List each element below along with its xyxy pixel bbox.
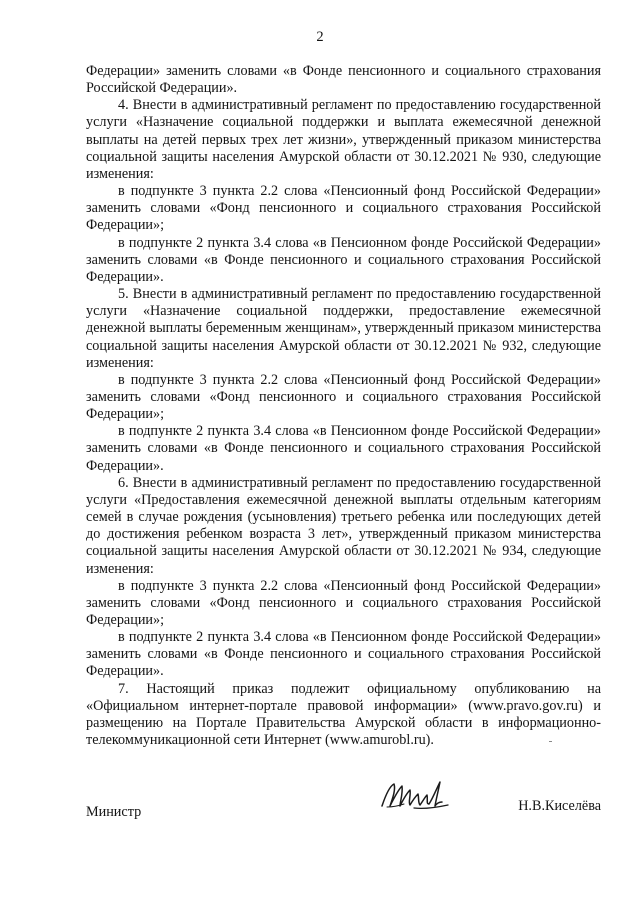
paragraph-item-6-sub-2: в подпункте 2 пункта 3.4 слова «в Пенсионном фонде Российской Федерации» заменить словами «в Фонде пенсионного и социального страхования Российской Федерации». bbox=[86, 629, 601, 680]
paragraph-item-4-sub-2: в подпункте 2 пункта 3.4 слова «в Пенсионном фонде Российской Федерации» заменить словами «в Фонде пенсионного и социального страхования Российской Федерации». bbox=[86, 234, 601, 285]
page-number: 2 bbox=[316, 29, 324, 45]
paragraph-item-5: 5. Внести в административный регламент по предоставлению государственной услуги «Назначение социальной поддержки, предоставление ежемесячной денежной выплаты беременным женщинам», утвержденный приказом министерства социальной защиты населения Амурской области от 30.12.2021 № 932, следующие изменения: bbox=[86, 286, 601, 371]
document-body bbox=[86, 63, 601, 749]
paragraph-continuation: Федерации» заменить словами «в Фонде пенсионного и социального страхования Российской Федерации». bbox=[86, 63, 601, 97]
handwritten-signature-icon bbox=[378, 776, 458, 816]
paragraph-item-4-sub-1: в подпункте 3 пункта 2.2 слова «Пенсионный фонд Российской Федерации» заменить словами «Фонд пенсионного и социального страхования Российской Федерации»; bbox=[86, 183, 601, 234]
paragraph-item-5-sub-2: в подпункте 2 пункта 3.4 слова «в Пенсионном фонде Российской Федерации» заменить словами «в Фонде пенсионного и социального страхования Российской Федерации». bbox=[86, 423, 601, 474]
paragraph-item-5-sub-1: в подпункте 3 пункта 2.2 слова «Пенсионный фонд Российской Федерации» заменить словами «Фонд пенсионного и социального страхования Российской Федерации»; bbox=[86, 371, 601, 423]
signer-position: Министр bbox=[86, 804, 142, 820]
paragraph-item-6-sub-1: в подпункте 3 пункта 2.2 слова «Пенсионный фонд Российской Федерации» заменить словами «Фонд пенсионного и социального страхования Российской Федерации»; bbox=[86, 577, 601, 628]
signer-name: Н.В.Киселёва bbox=[518, 798, 601, 814]
paragraph-item-7: 7. Настоящий приказ подлежит официальному опубликованию на «Официальном интернет-портале правовой информации» (www.pravo.gov.ru) и размещению на Портале Правительства Амурской области в информационно-телекоммуникационной сети Интернет (www.amurobl.ru). bbox=[86, 680, 601, 749]
paragraph-item-6: 6. Внести в административный регламент по предоставлению государственной услуги «Предоставления ежемесячной денежной выплаты отдельным категориям семей в случае рождения (усыновления) третьего ребенка или последующих детей до достижения ребенком возраста 3 лет», утвержденный приказом министерства социальной защиты населения Амурской области от 30.12.2021 № 934, следующие изменения: bbox=[86, 474, 601, 577]
scan-artifact bbox=[549, 741, 552, 742]
signature-block bbox=[86, 798, 601, 828]
paragraph-item-4: 4. Внести в административный регламент по предоставлению государственной услуги «Назначение социальной поддержки и выплата ежемесячной денежной выплаты на детей первых трех лет жизни», утвержденный приказом министерства социальной защиты населения Амурской области от 30.12.2021 № 930, следующие изменения: bbox=[86, 97, 601, 182]
